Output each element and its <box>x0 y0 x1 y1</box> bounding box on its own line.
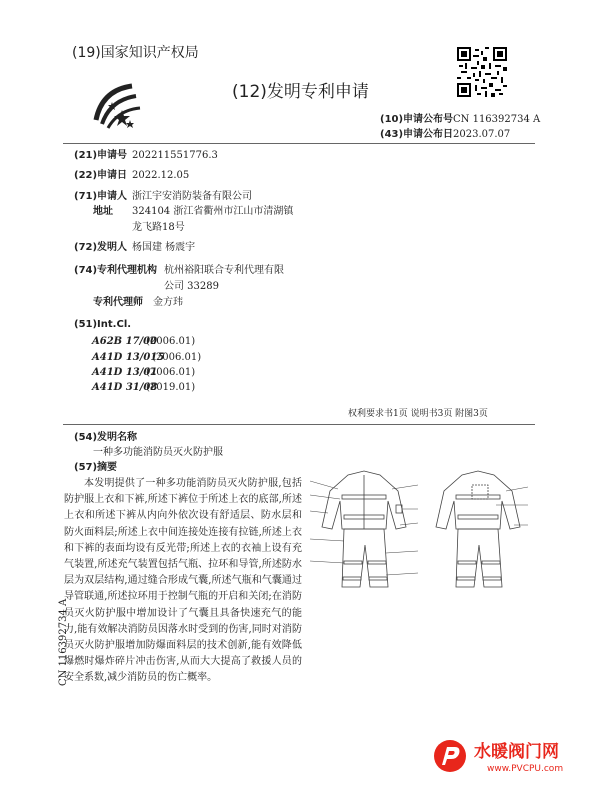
header-divider <box>63 143 535 144</box>
inventors: 杨国建 杨震宇 <box>132 242 196 253</box>
suit-front-drawing <box>308 465 420 593</box>
ipc-year: (2019.01) <box>146 382 196 393</box>
agent: 金方玮 <box>153 297 183 308</box>
application-number-label: (21)申请号 <box>74 150 128 161</box>
publication-number-label: (10)申请公布号 <box>380 114 454 125</box>
ipc-code: A62B 17/00 <box>92 336 158 347</box>
ipc-year: (2006.01) <box>146 367 196 378</box>
publication-date: 2023.07.07 <box>453 129 511 140</box>
ipc-code: A41D 31/08 <box>92 382 158 393</box>
invention-title: 一种多功能消防员灭火防护服 <box>93 447 223 458</box>
pages-info: 权利要求书1页 说明书3页 附图3页 <box>348 409 488 419</box>
publication-date-label: (43)申请公布日 <box>380 129 454 140</box>
cnipa-emblem-icon <box>92 80 144 132</box>
title-label: (54)发明名称 <box>74 432 138 443</box>
inventor-label: (72)发明人 <box>74 242 128 253</box>
agency-line-1: 杭州裕阳联合专利代理有限 <box>164 265 284 276</box>
abstract-text: 本发明提供了一种多功能消防员灭火防护服,包括防护服上衣和下裤,所述下裤位于所述上衣的底部,所述上衣和所述下裤从内向外依次设有舒适层、防水层和防火面料层;所述上衣中间连接处连接有拉链,所述上衣和下裤的表面均设有反光带;所述上衣的衣袖上设有充气装置,所述充气装置包括气瓶、拉环和导管,所述防水层为双层结构,通过缝合形成气囊,所述气瓶和气囊通过导管联通,所述拉环用于控制气瓶的开启和关闭;在消防员灭火防护服中增加设计了气囊且具备快速充气的能力,能有效解决消防员因落水时受到的伤害,同时对消防员灭火防护服增加防爆面料层的技术创新,能有效降低爆燃时爆炸碎片冲击伤害,从而大大提高了救援人员的安全系数,减少消防员的伤亡概率。 <box>64 478 302 684</box>
ipc-code: A41D 13/015 <box>92 352 165 363</box>
suit-back-drawing <box>426 465 530 593</box>
document-type: (12)发明专利申请 <box>232 82 369 102</box>
ipc-year: (2006.01) <box>152 352 202 363</box>
pages-divider <box>63 424 535 425</box>
watermark-name: 水暖阀门网 <box>474 742 559 762</box>
watermark-logo-icon <box>432 738 468 774</box>
side-publication-number: CN 116392734 A <box>58 598 69 686</box>
applicant: 浙江宇安消防装备有限公司 <box>132 191 252 202</box>
office-name: (19)国家知识产权局 <box>72 45 199 61</box>
address-line-1: 324104 浙江省衢州市江山市清湖镇 <box>132 206 294 217</box>
qr-code-icon <box>457 47 507 97</box>
address-label: 地址 <box>93 206 113 217</box>
application-date: 2022.12.05 <box>132 170 190 181</box>
agency-line-2: 公司 33289 <box>164 281 219 292</box>
watermark-url: www.PVCPU.com <box>487 764 564 774</box>
address-line-2: 龙飞路18号 <box>132 222 185 233</box>
publication-number: CN 116392734 A <box>453 114 541 125</box>
ipc-code: A41D 13/01 <box>92 367 158 378</box>
agency-label: (74)专利代理机构 <box>74 265 158 276</box>
ipc-year: (2006.01) <box>146 336 196 347</box>
abstract-label: (57)摘要 <box>74 462 118 473</box>
application-number: 202211551776.3 <box>132 150 218 161</box>
application-date-label: (22)申请日 <box>74 170 128 181</box>
applicant-label: (71)申请人 <box>74 191 128 202</box>
intcl-label: (51)Int.Cl. <box>74 319 132 330</box>
agent-label: 专利代理师 <box>93 297 143 308</box>
